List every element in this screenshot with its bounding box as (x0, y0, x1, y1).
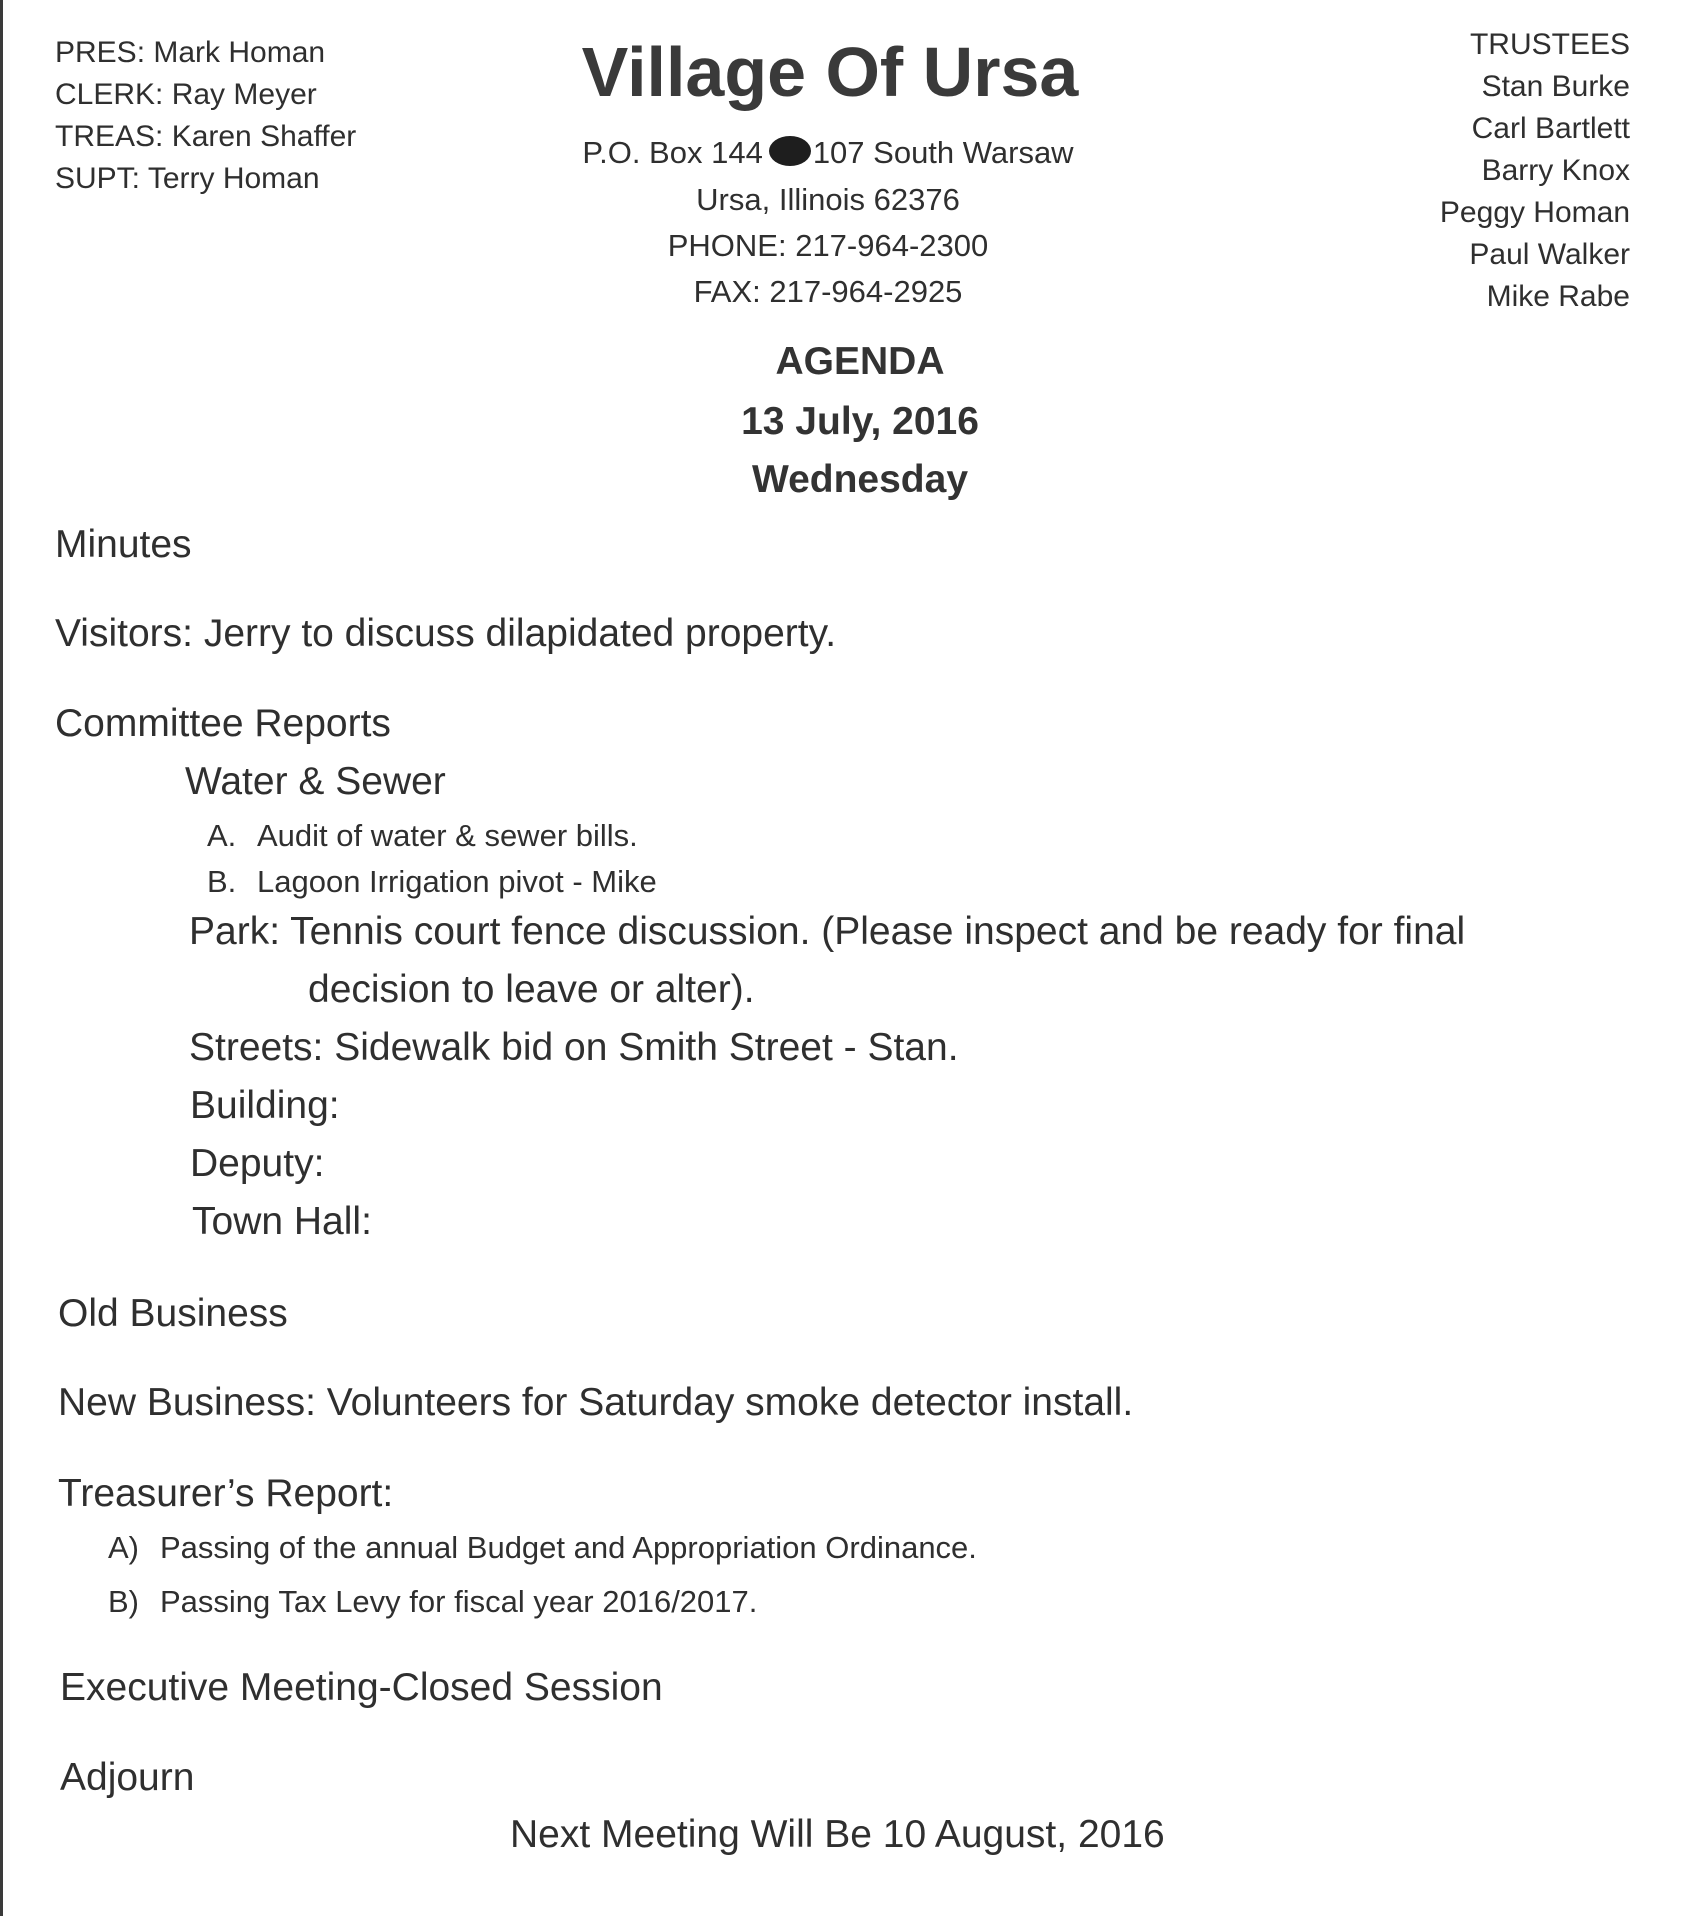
item-executive-meeting: Executive Meeting-Closed Session (60, 1666, 663, 1709)
trustee-name: Paul Walker (1469, 238, 1630, 271)
trustee-name: Peggy Homan (1439, 196, 1630, 229)
treasurer-item-a-marker: A) (108, 1530, 139, 1565)
city-state-zip: Ursa, Illinois 62376 (696, 182, 960, 217)
item-minutes: Minutes (55, 523, 192, 566)
trustee-name: Stan Burke (1481, 70, 1630, 103)
agenda-weekday: Wednesday (751, 458, 969, 501)
officer-supt: SUPT: Terry Homan (55, 162, 320, 195)
officer-clerk: CLERK: Ray Meyer (55, 78, 317, 111)
committee-building: Building: (190, 1084, 340, 1127)
officer-treas: TREAS: Karen Shaffer (55, 120, 357, 153)
village-title: Village Of Ursa (581, 33, 1079, 111)
street-address: 107 South Warsaw (812, 135, 1074, 170)
officer-pres: PRES: Mark Homan (55, 36, 326, 69)
committee-streets: Streets: Sidewalk bid on Smith Street - Stan. (189, 1026, 959, 1069)
water-sewer-item-a: Audit of water & sewer bills. (257, 818, 638, 853)
address-line-1 (548, 135, 1108, 171)
item-treasurers-report: Treasurer’s Report: (58, 1472, 394, 1515)
bullet-dot-icon (769, 136, 811, 166)
item-committee-reports: Committee Reports (55, 702, 391, 745)
po-box: P.O. Box 144 (582, 135, 763, 170)
fax: FAX: 217-964-2925 (693, 274, 963, 309)
committee-park-continued: decision to leave or alter). (308, 968, 755, 1011)
item-new-business: New Business: Volunteers for Saturday smoke detector install. (58, 1381, 1134, 1424)
trustee-name: Mike Rabe (1486, 280, 1630, 313)
committee-town-hall: Town Hall: (192, 1200, 372, 1243)
next-meeting-note: Next Meeting Will Be 10 August, 2016 (510, 1813, 1165, 1856)
phone: PHONE: 217-964-2300 (667, 228, 989, 263)
water-sewer-item-a-marker: A. (207, 818, 237, 853)
item-adjourn: Adjourn (60, 1756, 195, 1799)
water-sewer-item-b: Lagoon Irrigation pivot - Mike (257, 864, 657, 899)
treasurer-item-a: Passing of the annual Budget and Appropriation Ordinance. (160, 1530, 977, 1565)
agenda-heading: AGENDA (775, 340, 945, 383)
treasurer-item-b: Passing Tax Levy for fiscal year 2016/2017. (160, 1584, 758, 1619)
item-visitors: Visitors: Jerry to discuss dilapidated property. (55, 612, 837, 655)
committee-deputy: Deputy: (190, 1142, 325, 1185)
item-old-business: Old Business (58, 1292, 288, 1335)
water-sewer-item-b-marker: B. (207, 864, 237, 899)
agenda-date: 13 July, 2016 (741, 400, 979, 443)
trustee-name: Barry Knox (1481, 154, 1630, 187)
trustees-heading: TRUSTEES (1469, 28, 1630, 61)
trustee-name: Carl Bartlett (1471, 112, 1630, 145)
committee-water-sewer: Water & Sewer (185, 760, 446, 803)
treasurer-item-b-marker: B) (108, 1584, 139, 1619)
committee-park: Park: Tennis court fence discussion. (Please inspect and be ready for final (189, 910, 1466, 953)
scan-left-edge (0, 0, 3, 1916)
